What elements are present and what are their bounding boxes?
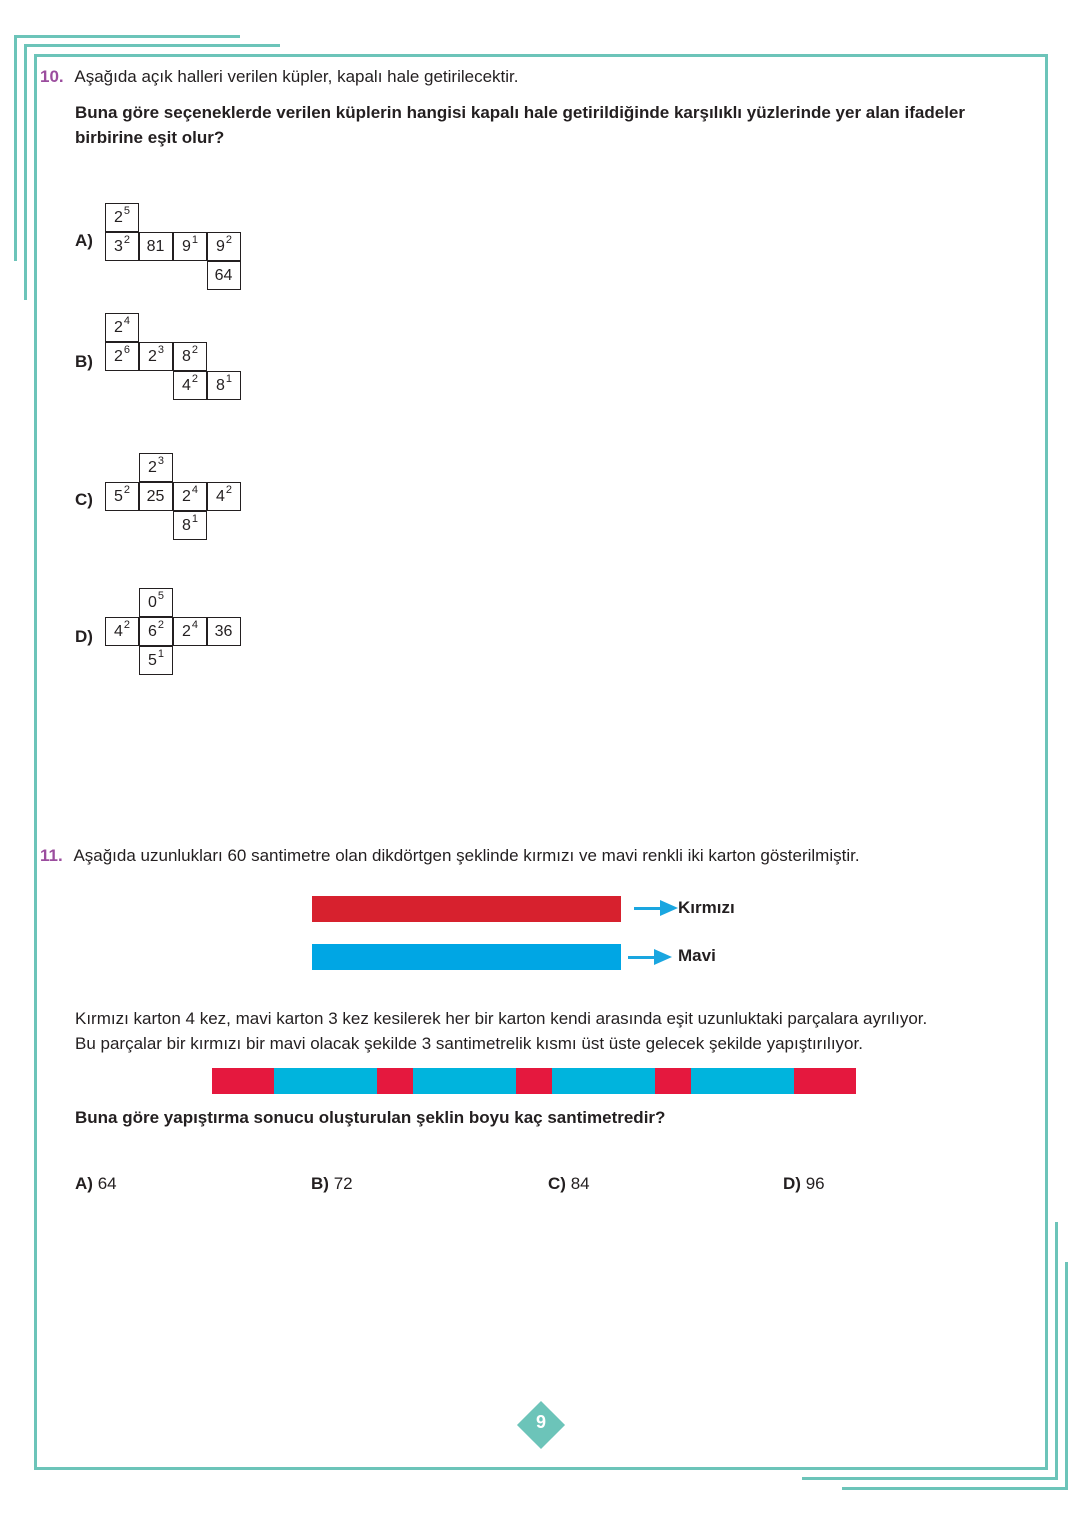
q10-option-b-face: 4 $^2$	[173, 371, 207, 400]
blue-arrow-head	[654, 949, 672, 965]
q11-body-line1: Kırmızı karton 4 kez, mavi karton 3 kez kesilerek her bir karton kendi arasında eşit uzunluktaki parçalara ayrılıyor.	[75, 1009, 928, 1028]
frame-top-outer	[14, 35, 240, 38]
frame-main-bottom	[34, 1467, 1048, 1470]
red-label: Kırmızı	[678, 898, 735, 917]
q10-intro-text: Aşağıda açık halleri verilen küpler, kapalı hale getirilecektir.	[74, 67, 519, 86]
frame-bottom-outer	[842, 1487, 1068, 1490]
q10-option-d-face: 5 $^1$	[139, 646, 173, 675]
q11-answer-c[interactable]: C) 84	[548, 1174, 590, 1193]
q10-option-c-face: 8 $^1$	[173, 511, 207, 540]
q10-option-b-face: 2 $^3$	[139, 342, 173, 371]
q10-option-c-face: 25	[139, 482, 173, 511]
strip-red-piece	[655, 1068, 691, 1094]
q10-option-c-face: 2 $^3$	[139, 453, 173, 482]
q10-option-a-face: 9 $^1$	[173, 232, 207, 261]
strip-blue-piece	[413, 1068, 516, 1094]
q10-option-d-face: 0 $^5$	[139, 588, 173, 617]
page-number: 9	[535, 1412, 546, 1432]
q10-option-b-label: B)	[75, 352, 93, 371]
q10-option-c-face: 4 $^2$	[207, 482, 241, 511]
q10-question-line2: birbirine eşit olur?	[75, 128, 225, 147]
frame-top-middle	[24, 44, 280, 47]
blue-label: Mavi	[678, 946, 716, 965]
q10-option-c-label: C)	[75, 490, 93, 509]
q11-intro	[40, 843, 860, 868]
strip-red-piece	[377, 1068, 413, 1094]
q11-answer-b[interactable]: B) 72	[311, 1174, 353, 1193]
red-cardboard	[312, 896, 621, 922]
q11-answer-a[interactable]: A) 64	[75, 1174, 117, 1193]
q10-option-c-face: 5 $^2$	[105, 482, 139, 511]
q10-option-a-face: 2 $^5$	[105, 203, 139, 232]
q10-number: 10.	[40, 67, 64, 86]
q10-option-a-face: 81	[139, 232, 173, 261]
frame-main-right	[1045, 54, 1048, 1470]
q10-intro	[40, 64, 519, 89]
q10-option-d-face: 6 $^2$	[139, 617, 173, 646]
frame-left-outer	[14, 35, 17, 261]
q11-number: 11.	[40, 846, 63, 865]
q10-option-b-face: 2 $^4$	[105, 313, 139, 342]
strip-red-piece	[212, 1068, 274, 1094]
strip-blue-piece	[274, 1068, 377, 1094]
q10-option-a-face: 3 $^2$	[105, 232, 139, 261]
q10-option-d-face: 2 $^4$	[173, 617, 207, 646]
q10-option-a-label: A)	[75, 231, 93, 250]
strip-red-piece	[516, 1068, 552, 1094]
frame-right-middle	[1055, 1222, 1058, 1480]
q10-option-a-face: 64	[207, 261, 241, 290]
q10-option-a-face: 9 $^2$	[207, 232, 241, 261]
frame-right-outer	[1065, 1262, 1068, 1490]
glued-strip	[212, 1068, 856, 1094]
q10-option-b-face: 8 $^2$	[173, 342, 207, 371]
strip-blue-piece	[691, 1068, 794, 1094]
strip-red-piece	[794, 1068, 856, 1094]
q10-option-d-face: 36	[207, 617, 241, 646]
q10-option-b-face: 2 $^6$	[105, 342, 139, 371]
q11-body-line2: Bu parçalar bir kırmızı bir mavi olacak şekilde 3 santimetrelik kısmı üst üste gelecek şekilde yapıştırılıyor.	[75, 1034, 863, 1053]
q10-option-d-label: D)	[75, 627, 93, 646]
strip-blue-piece	[552, 1068, 655, 1094]
q11-intro-text: Aşağıda uzunlukları 60 santimetre olan dikdörtgen şeklinde kırmızı ve mavi renkli iki karton gösterilmiştir.	[73, 846, 860, 865]
q11-answer-d[interactable]: D) 96	[783, 1174, 825, 1193]
q10-question-line1: Buna göre seçeneklerde verilen küplerin hangisi kapalı hale getirildiğinde karşılıklı yüzlerinde yer alan ifadeler	[75, 103, 966, 122]
q10-option-b-face: 8 $^1$	[207, 371, 241, 400]
frame-main-left	[34, 54, 37, 1470]
q11-question: Buna göre yapıştırma sonucu oluşturulan şeklin boyu kaç santimetredir?	[75, 1108, 666, 1127]
q10-option-d-face: 4 $^2$	[105, 617, 139, 646]
frame-left-middle	[24, 44, 27, 300]
blue-cardboard	[312, 944, 621, 970]
q10-option-c-face: 2 $^4$	[173, 482, 207, 511]
red-arrow-head	[660, 900, 678, 916]
frame-main-top	[34, 54, 1048, 57]
frame-bottom-middle	[802, 1477, 1058, 1480]
